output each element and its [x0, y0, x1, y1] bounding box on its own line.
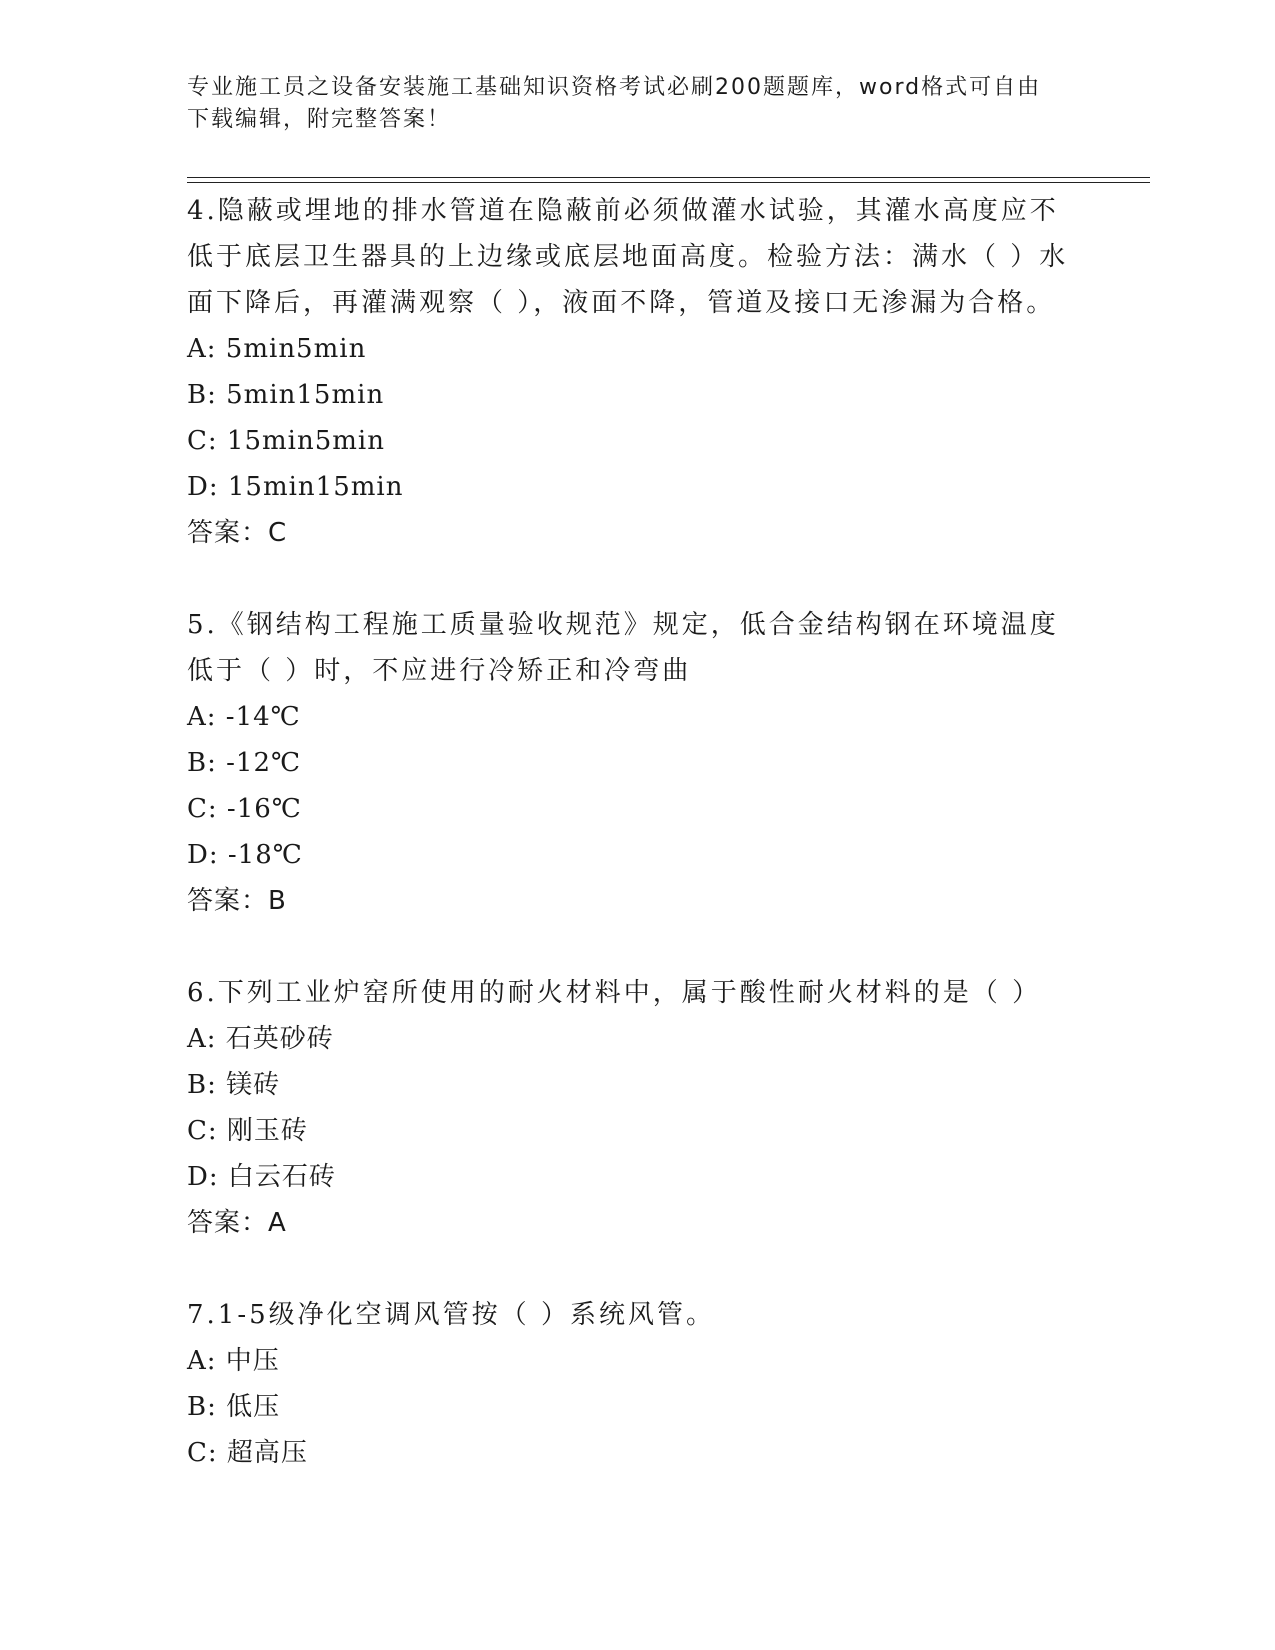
question-stem-line: 低于（ ）时，不应进行冷矫正和冷弯曲	[187, 656, 692, 686]
header-title-line-2: 下载编辑，附完整答案！	[187, 107, 452, 132]
option-d: D: -18℃	[187, 840, 303, 870]
question-stem-line: 低于底层卫生器具的上边缘或底层地面高度。检验方法：满水（ ）水	[187, 242, 1069, 272]
question-list	[187, 188, 1087, 1476]
question-7	[187, 1292, 1087, 1476]
option-b: B: -12℃	[187, 748, 302, 778]
option-d: D: 15min15min	[187, 472, 404, 502]
question-stem-line: 4.隐蔽或埋地的排水管道在隐蔽前必须做灌水试验，其灌水高度应不	[187, 196, 1059, 226]
option-c: C: 超高压	[187, 1438, 308, 1468]
question-4	[187, 188, 1087, 556]
option-c: C: 15min5min	[187, 426, 385, 456]
option-c: C: 刚玉砖	[187, 1116, 308, 1146]
document-header	[187, 72, 1087, 136]
question-5	[187, 602, 1087, 924]
question-stem-line: 6.下列工业炉窑所使用的耐火材料中，属于酸性耐火材料的是（ ）	[187, 978, 1042, 1008]
question-spacer	[187, 1246, 1087, 1292]
option-d: D: 白云石砖	[187, 1162, 336, 1192]
option-c: C: -16℃	[187, 794, 302, 824]
question-6	[187, 970, 1087, 1246]
question-stem-line: 5.《钢结构工程施工质量验收规范》规定，低合金结构钢在环境温度	[187, 610, 1059, 640]
option-a: A: -14℃	[187, 702, 301, 732]
option-a: A: 5min5min	[187, 334, 367, 364]
header-divider-bottom	[187, 182, 1150, 183]
option-a: A: 石英砂砖	[187, 1024, 334, 1054]
option-b: B: 镁砖	[187, 1070, 281, 1100]
header-title-line-1: 专业施工员之设备安装施工基础知识资格考试必刷200题题库，word格式可自由	[187, 75, 1042, 100]
answer-line: 答案：C	[187, 518, 288, 548]
answer-line: 答案：B	[187, 886, 287, 916]
question-spacer	[187, 556, 1087, 602]
option-b: B: 5min15min	[187, 380, 385, 410]
question-spacer	[187, 924, 1087, 970]
option-b: B: 低压	[187, 1392, 281, 1422]
header-divider-top	[187, 177, 1150, 178]
answer-line: 答案：A	[187, 1208, 287, 1238]
option-a: A: 中压	[187, 1346, 280, 1376]
question-stem-line: 7.1-5级净化空调风管按（ ）系统风管。	[187, 1300, 715, 1330]
question-stem-line: 面下降后，再灌满观察（ ），液面不降，管道及接口无渗漏为合格。	[187, 288, 1056, 318]
